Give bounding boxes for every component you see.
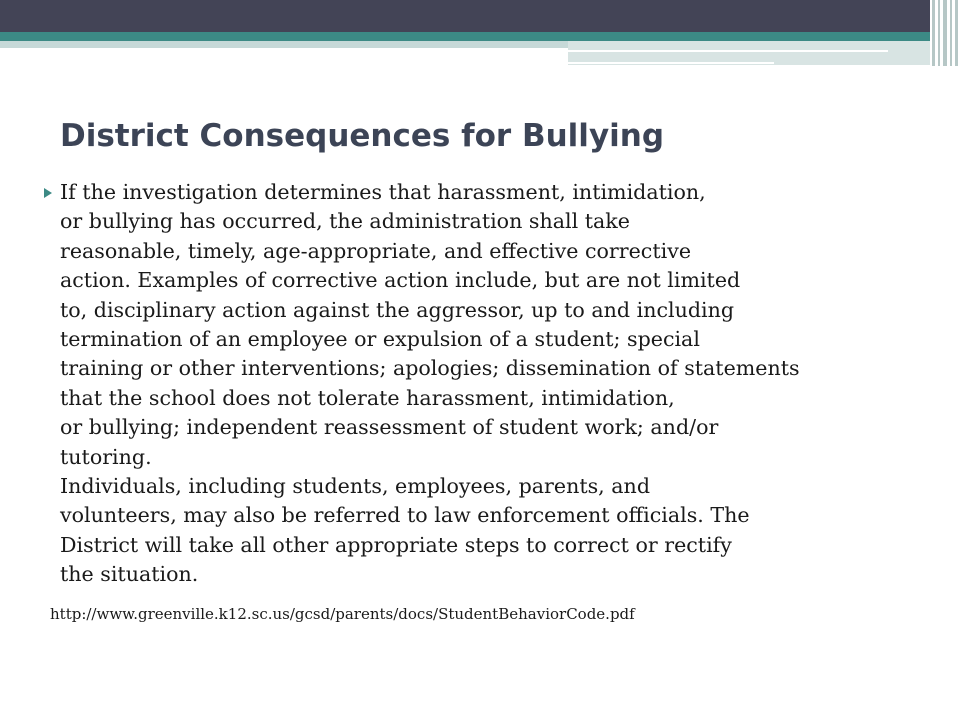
text-line: Individuals, including students, employees, parents, and bbox=[60, 474, 650, 499]
text-line: If the investigation determines that harassment, intimidation, bbox=[60, 180, 706, 204]
text-line: action. Examples of corrective action include, but are not limited bbox=[60, 268, 741, 293]
text-line: termination of an employee or expulsion of a student; special bbox=[60, 327, 700, 352]
bullet-arrow-icon bbox=[44, 188, 52, 198]
vertical-bar bbox=[955, 0, 958, 66]
vertical-bar bbox=[938, 0, 940, 66]
text-line: to, disciplinary action against the aggressor, up to and including bbox=[60, 297, 735, 322]
vertical-bar bbox=[932, 0, 935, 66]
text-line: tutoring. bbox=[60, 444, 152, 469]
header-stripe bbox=[568, 50, 888, 52]
header-vertical-bars bbox=[930, 0, 960, 66]
paragraph-1 bbox=[60, 178, 910, 472]
header-band-teal bbox=[0, 32, 930, 41]
text-line: District will take all other appropriate steps to correct or rectify bbox=[60, 532, 732, 557]
source-url[interactable]: http://www.greenville.k12.sc.us/gcsd/parents/docs/StudentBehaviorCode.pdf bbox=[50, 605, 635, 623]
text-line: the situation. bbox=[60, 562, 199, 587]
slide-title: District Consequences for Bullying bbox=[60, 118, 665, 154]
header-band-light bbox=[0, 41, 568, 48]
header-band-dark bbox=[0, 0, 930, 32]
vertical-bar bbox=[950, 0, 952, 66]
slide-body bbox=[60, 178, 910, 590]
paragraph-2 bbox=[60, 472, 910, 590]
text-line: training or other interventions; apologies; dissemination of statements bbox=[60, 356, 800, 381]
text-line: or bullying; independent reassessment of student work; and/or bbox=[60, 415, 719, 440]
text-line: that the school does not tolerate harassment, intimidation, bbox=[60, 385, 675, 410]
text-line: reasonable, timely, age-appropriate, and effective corrective bbox=[60, 238, 692, 263]
vertical-bar bbox=[943, 0, 947, 66]
text-line: volunteers, may also be referred to law enforcement officials. The bbox=[60, 503, 750, 528]
text-line: or bullying has occurred, the administration shall take bbox=[60, 209, 630, 234]
header-stripe bbox=[568, 62, 774, 64]
